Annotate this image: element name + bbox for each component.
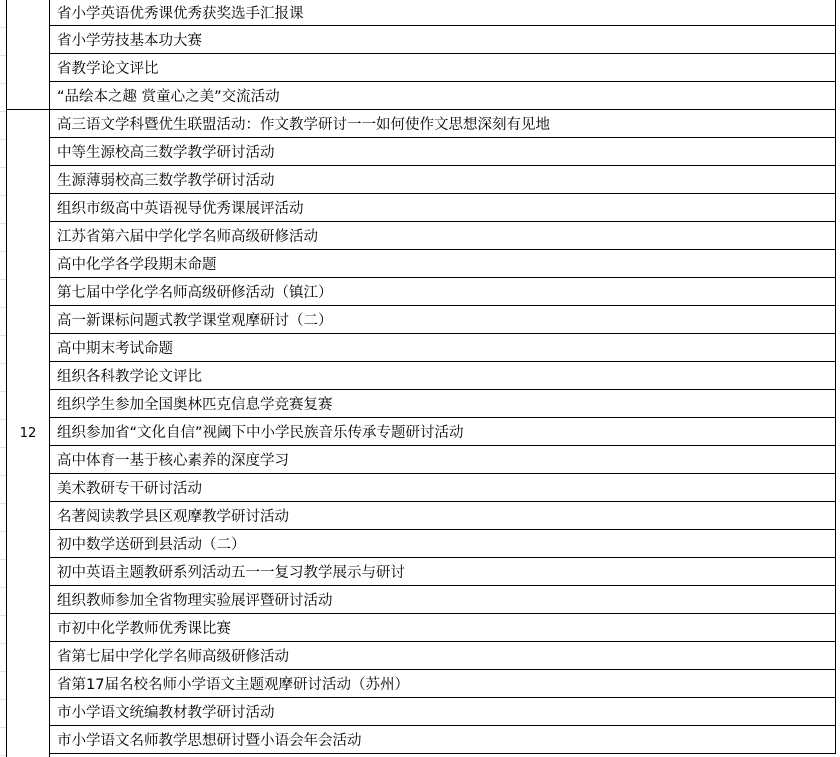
table-row[interactable] — [50, 110, 836, 138]
activity-list — [50, 0, 836, 754]
table-row[interactable] — [50, 446, 836, 474]
activity-name: 美术教研专干研讨活动 — [57, 481, 202, 497]
activity-name: 省小学劳技基本功大赛 — [57, 33, 202, 49]
activity-name: 生源薄弱校高三数学教学研讨活动 — [57, 173, 275, 189]
activity-name: 省教学论文评比 — [57, 61, 159, 77]
table-row[interactable] — [50, 250, 836, 278]
activity-name: 组织学生参加全国奥林匹克信息学竞赛复赛 — [57, 397, 333, 413]
activity-name: 省第17届名校名师小学语文主题观摩研讨活动（苏州） — [57, 677, 409, 693]
activity-name: 省小学英语优秀课优秀获奖选手汇报课 — [57, 6, 304, 22]
activity-name: 初中数学送研到县活动（二） — [57, 537, 246, 553]
activity-name: 市小学语文名师教学思想研讨暨小语会年会活动 — [57, 733, 362, 749]
table-row[interactable] — [50, 194, 836, 222]
table-row[interactable] — [50, 166, 836, 194]
activity-name: 高中期末考试命题 — [57, 341, 173, 357]
table-row[interactable] — [50, 418, 836, 446]
table-row[interactable] — [50, 138, 836, 166]
activity-name: 高中体育一基于核心素养的深度学习 — [57, 453, 289, 469]
activity-name: 高中化学各学段期末命题 — [57, 257, 217, 273]
group-number-cell[interactable] — [6, 109, 50, 757]
activity-name: 第七届中学化学名师高级研修活动（镇江） — [57, 285, 333, 301]
right-margin — [836, 0, 840, 757]
table-row[interactable] — [50, 586, 836, 614]
table-row[interactable] — [50, 670, 836, 698]
table-row[interactable] — [50, 558, 836, 586]
table-row[interactable] — [50, 306, 836, 334]
activity-name: 组织参加省“文化自信”视阈下中小学民族音乐传承专题研讨活动 — [57, 425, 464, 441]
activity-name: 组织市级高中英语视导优秀课展评活动 — [57, 201, 304, 217]
table-row[interactable] — [50, 54, 836, 82]
table-row[interactable] — [50, 474, 836, 502]
activity-name: 名著阅读教学县区观摩教学研讨活动 — [57, 509, 289, 525]
activity-name: 省第七届中学化学名师高级研修活动 — [57, 649, 289, 665]
table-row[interactable] — [50, 26, 836, 54]
activity-name: 市初中化学教师优秀课比赛 — [57, 621, 231, 637]
table-row[interactable] — [50, 82, 836, 110]
table-row[interactable] — [50, 642, 836, 670]
group-number-cell[interactable] — [6, 0, 50, 109]
activity-name: 高一新课标问题式教学课堂观摩研讨（二） — [57, 313, 333, 329]
table-row[interactable] — [50, 334, 836, 362]
table-row[interactable] — [50, 502, 836, 530]
activity-name: 初中英语主题教研系列活动五一一复习教学展示与研讨 — [57, 565, 405, 581]
group-number: 12 — [19, 426, 37, 441]
table-row[interactable] — [50, 222, 836, 250]
activity-name: 中等生源校高三数学教学研讨活动 — [57, 145, 275, 161]
table-row[interactable] — [50, 0, 836, 26]
activity-name: 组织教师参加全省物理实验展评暨研讨活动 — [57, 593, 333, 609]
activity-name: 组织各科教学论文评比 — [57, 369, 202, 385]
activity-name: 高三语文学科暨优生联盟活动：作文教学研讨一一如何使作文思想深刻有见地 — [57, 117, 550, 133]
table-row[interactable] — [50, 278, 836, 306]
table-row[interactable] — [50, 390, 836, 418]
activity-name: 市小学语文统编教材教学研讨活动 — [57, 705, 275, 721]
table-row[interactable] — [50, 530, 836, 558]
table-row[interactable] — [50, 698, 836, 726]
activity-name: 江苏省第六届中学化学名师高级研修活动 — [57, 229, 318, 245]
activity-name: “品绘本之趣 赏童心之美”交流活动 — [57, 89, 280, 105]
table-row[interactable] — [50, 362, 836, 390]
table-row[interactable] — [50, 614, 836, 642]
table-row[interactable] — [50, 726, 836, 754]
